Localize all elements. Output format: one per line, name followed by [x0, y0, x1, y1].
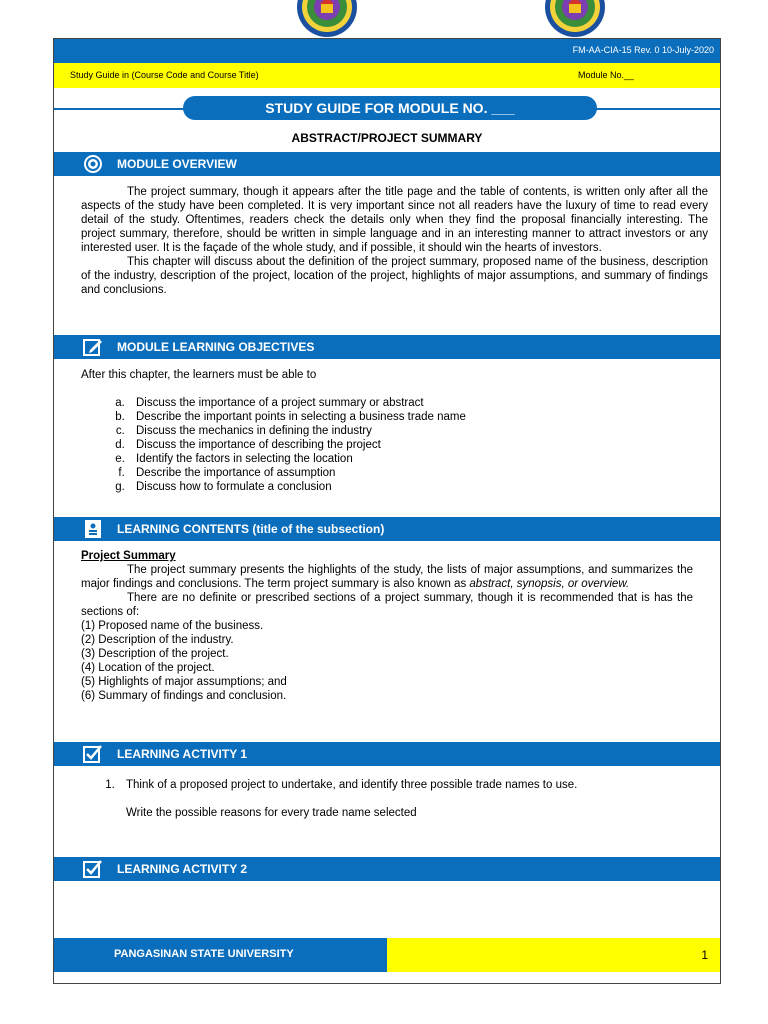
objective-item: b. Describe the important points in selecting a business trade name	[128, 410, 768, 424]
module-title: STUDY GUIDE FOR MODULE NO. ___	[183, 96, 597, 120]
overview-paragraph-2: This chapter will discuss about the definition of the project summary, proposed name of the business, description of the industry, description of the project, location of the project, highlights of major assumptions, and summary of findings and conclusions.	[81, 256, 708, 296]
contents-paragraph-1-text: The project summary presents the highlights of the study, the lists of major assumptions, and summarizes the major findings and conclusions. The term project summary is also known as	[81, 564, 693, 590]
section-item: (2) Description of the industry.	[81, 634, 234, 646]
course-info-bar	[54, 63, 720, 88]
section-title: LEARNING CONTENTS (title of the subsection)	[117, 522, 385, 536]
module-number-label: Module No.__	[578, 70, 635, 80]
overview-paragraph-1: The project summary, though it appears after the title page and the table of contents, is written only after all the aspects of the study have been completed. It is very important since not all readers have the luxury of time to read every detail of the study. Oftentimes, readers check the details only when they find the proposal financially interesting. The project summary, therefore, should be written in simple language and in an interesting manner to attract investors or any interested user. It is the façade of the whole study, and if possible, it should win the hearts of investors.	[81, 186, 708, 254]
edit-icon	[83, 337, 103, 357]
activity-1-note: Write the possible reasons for every trade name selected	[126, 807, 417, 819]
objective-item: f. Describe the importance of assumption	[128, 466, 768, 480]
study-guide-page	[53, 38, 721, 984]
contents-paragraph-1-italic: abstract, synopsis, or overview.	[469, 578, 630, 590]
section-title: LEARNING ACTIVITY 1	[117, 747, 248, 761]
activity-1-list	[54, 778, 758, 820]
university-seal-logo-right	[544, 0, 606, 38]
checkbox-icon	[83, 744, 103, 764]
objective-item: d. Discuss the importance of describing the project	[128, 438, 768, 452]
overview-text	[81, 185, 708, 297]
section-item: (3) Description of the project.	[81, 648, 229, 660]
section-header-activity-2	[54, 857, 720, 881]
subsection-title: Project Summary	[81, 550, 176, 562]
section-item: (1) Proposed name of the business.	[81, 620, 264, 632]
section-title: MODULE OVERVIEW	[117, 157, 237, 171]
contents-paragraph-1	[81, 563, 693, 591]
checkbox-icon	[83, 859, 103, 879]
contents-text	[81, 549, 693, 703]
section-title: MODULE LEARNING OBJECTIVES	[117, 340, 315, 354]
target-icon	[83, 154, 103, 174]
section-title: LEARNING ACTIVITY 2	[117, 862, 248, 876]
page-number: 1	[701, 948, 708, 962]
objectives-list	[54, 396, 768, 494]
objective-item: c. Discuss the mechanics in defining the industry	[128, 424, 768, 438]
objective-item: a. Discuss the importance of a project summary or abstract	[128, 396, 768, 410]
university-seal-logo-left	[296, 0, 358, 38]
section-header-contents	[54, 517, 720, 541]
contents-paragraph-2: There are no definite or prescribed sections of a project summary, though it is recommended that is has the sections of:	[81, 592, 693, 618]
activity-1-item	[118, 778, 758, 820]
section-item: (5) Highlights of major assumptions; and	[81, 676, 287, 688]
section-item: (4) Location of the project.	[81, 662, 215, 674]
footer-page-bar	[387, 938, 720, 972]
footer-university-bar	[54, 938, 387, 972]
section-item: (6) Summary of findings and conclusion.	[81, 690, 287, 702]
study-guide-course-label: Study Guide in (Course Code and Course Title)	[70, 70, 259, 80]
section-header-activity-1	[54, 742, 720, 766]
document-icon	[83, 519, 103, 539]
objective-item: g. Discuss how to formulate a conclusion	[128, 480, 768, 494]
header-bar	[54, 39, 720, 63]
module-subtitle: ABSTRACT/PROJECT SUMMARY	[291, 131, 483, 145]
activity-1-item-text: Think of a proposed project to undertake, and identify three possible trade names to use.	[126, 779, 578, 791]
objective-item: e. Identify the factors in selecting the location	[128, 452, 768, 466]
objectives-intro: After this chapter, the learners must be able to	[81, 369, 317, 381]
section-header-overview	[54, 152, 720, 176]
sections-list	[81, 619, 693, 703]
form-code: FM-AA-CIA-15 Rev. 0 10-July-2020	[572, 45, 714, 55]
section-header-objectives	[54, 335, 720, 359]
university-name: PANGASINAN STATE UNIVERSITY	[114, 948, 294, 960]
